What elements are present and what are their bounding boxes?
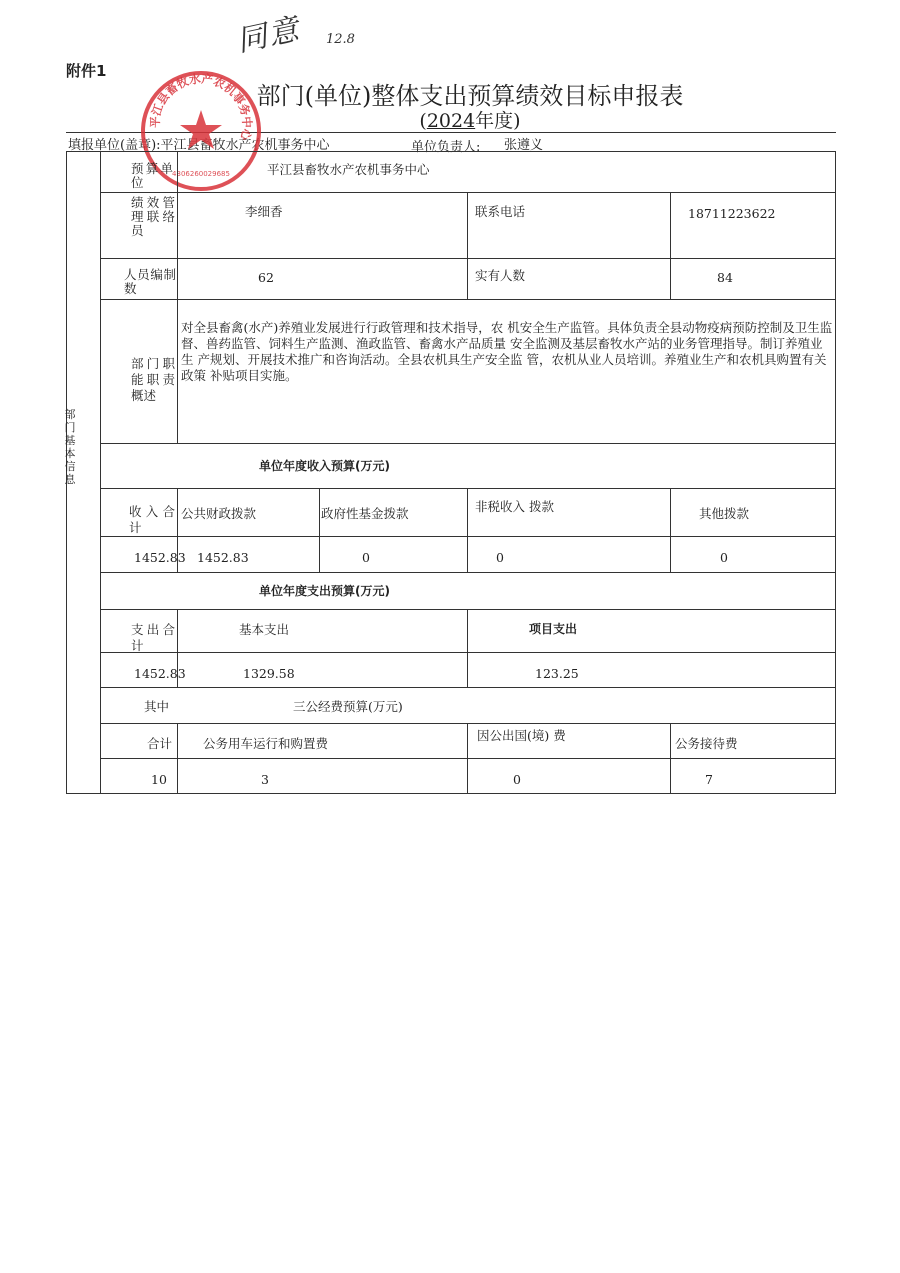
actual-value: 84: [717, 270, 733, 285]
actual-label: 实有人数: [475, 268, 526, 283]
income-col-fund: 政府性基金拨款: [321, 506, 409, 521]
among-label: 其中: [144, 699, 170, 714]
three-col-car: 公务用车运行和购置费: [203, 736, 329, 751]
expense-col-basic: 基本支出: [239, 622, 290, 637]
three-col-reception: 公务接待费: [675, 736, 738, 751]
three-total-label: 合计: [147, 736, 173, 751]
contact-name: 李细香: [245, 204, 283, 219]
budget-unit-value: 平江县畜牧水产农机事务中心: [267, 162, 430, 177]
document-title: 部门(单位)整体支出预算绩效目标申报表: [256, 82, 684, 110]
income-nontax-value: 0: [496, 550, 504, 565]
handwritten-date: 12.8: [326, 32, 355, 47]
handwritten-approval: 同意: [233, 11, 304, 60]
expense-total-label: 支出合计: [131, 622, 175, 653]
staff-label: 人员编制数: [124, 267, 176, 296]
attachment-label: 附件1: [66, 62, 107, 80]
budget-unit-label: 预算单位: [131, 161, 173, 190]
duty-text: 对全县畜禽(水产)养殖业发展进行行政管理和技术指导，农 机安全生产监管。具体负责全县动物疫病预防控制及卫生监 督、兽药监管、饲料生产监测、渔政监管、畜禽水产品质量 安全监测及基层畜牧水产站的业务管理指导。制订养殖业生 产规划、开展技术推广和咨询活动。全县农机具生产安全监 管，农机从业人员培训。养殖业生产和农机具购置有关政策 补贴项目实施。: [181, 320, 833, 383]
budget-table: [66, 151, 836, 794]
expense-col-project: 项目支出: [529, 622, 578, 636]
three-heading: 三公经费预算(万元): [293, 699, 403, 714]
phone-label: 联系电话: [475, 204, 526, 219]
seal-code: 4306260029685: [172, 170, 230, 178]
phone-value: 18711223622: [688, 206, 776, 221]
income-col-other: 其他拨款: [699, 506, 750, 521]
income-total-label: 收入合计: [129, 504, 175, 535]
expense-heading: 单位年度支出预算(万元): [259, 584, 390, 598]
duty-label: 部门职能职责概述: [131, 356, 175, 403]
three-car-value: 3: [261, 772, 269, 787]
expense-total: 1452.83: [134, 666, 186, 681]
responsible-label: 单位负责人:: [411, 140, 481, 155]
seal-star-icon: [180, 110, 222, 149]
expense-basic-value: 1329.58: [243, 666, 295, 681]
staff-value: 62: [258, 270, 274, 285]
responsible-name: 张遵义: [504, 138, 544, 153]
income-heading: 单位年度收入预算(万元): [259, 459, 390, 473]
three-total: 10: [151, 772, 167, 787]
seal-text: 平江县畜牧水产农机事务中心: [147, 71, 255, 142]
income-public-value: 1452.83: [197, 550, 249, 565]
document-year: (2024年度): [419, 110, 521, 132]
three-abroad-value: 0: [513, 772, 521, 787]
contact-label: 绩效管理联络员: [131, 195, 175, 238]
three-col-abroad: 因公出国(境) 费: [477, 728, 566, 743]
income-col-nontax: 非税收入 拨款: [475, 499, 554, 514]
income-total: 1452.83: [134, 550, 186, 565]
income-other-value: 0: [720, 550, 728, 565]
income-fund-value: 0: [362, 550, 370, 565]
three-reception-value: 7: [705, 772, 713, 787]
income-col-public: 公共财政拨款: [181, 506, 257, 521]
fill-unit: 填报单位(盖章):平江县畜牧水产农机事务中心: [68, 138, 330, 153]
expense-project-value: 123.25: [535, 666, 579, 681]
section-side-label: 部门基本信息: [64, 408, 76, 486]
